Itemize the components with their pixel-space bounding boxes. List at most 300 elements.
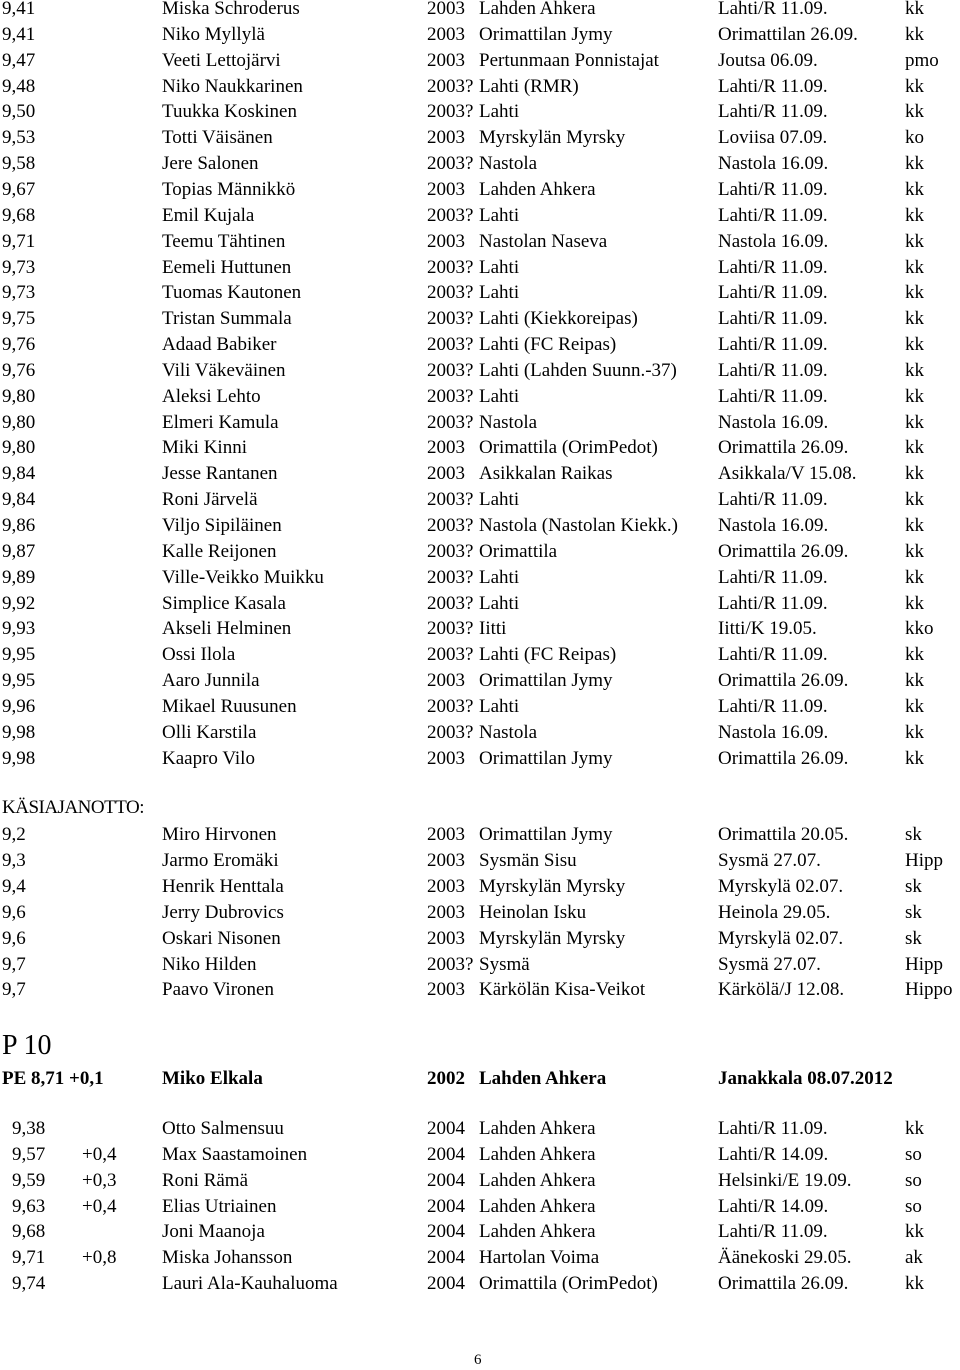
birth-year: 2003?: [427, 540, 474, 562]
birth-year: 2003: [427, 824, 465, 845]
venue-date: Lahti/R 11.09.: [718, 695, 828, 717]
competition-code: kk: [905, 1221, 924, 1243]
birth-year: 2003?: [427, 515, 474, 536]
result-row: [0, 642, 960, 668]
venue-date: Äänekoski 29.05.: [718, 1247, 852, 1269]
venue-date: Orimattila 26.09.: [718, 1273, 849, 1295]
venue-date: Iitti/K 19.05.: [718, 618, 817, 640]
athlete-name: Kalle Reijonen: [162, 540, 277, 562]
competition-code: ak: [905, 1247, 923, 1269]
result-value: 9,59: [12, 1169, 46, 1191]
result-row: [0, 1116, 960, 1142]
athlete-name: Jarmo Eromäki: [162, 849, 279, 871]
result-value: 9,48: [2, 75, 36, 97]
result-row: [0, 591, 960, 617]
birth-year: 2004: [427, 1118, 465, 1139]
venue-date: Lahti/R 11.09.: [718, 566, 828, 588]
birth-year: 2003?: [427, 695, 474, 717]
club-name: Nastola: [479, 721, 538, 743]
venue-date: Lahti/R 11.09.: [718, 0, 828, 19]
club-name: Orimattila (OrimPedot): [479, 1273, 658, 1295]
result-row: [0, 177, 960, 203]
result-row: [0, 358, 960, 384]
club-name: Lahti: [479, 282, 520, 304]
club-name: Lahti: [479, 566, 520, 588]
competition-code: Hippo: [905, 979, 953, 1001]
result-value: 9,96: [2, 695, 36, 717]
venue-date: Loviisa 07.09.: [718, 127, 828, 149]
birth-year: 2003?: [427, 153, 474, 175]
result-row: [0, 977, 960, 1003]
birth-year: 2003?: [427, 618, 474, 640]
club-name: Lahden Ahkera: [479, 178, 596, 200]
competition-code: kk: [905, 566, 924, 588]
athlete-name: Henrik Henttala: [162, 875, 284, 897]
club-name: Orimattila: [479, 540, 558, 562]
athlete-name: Vili Väkeväinen: [162, 359, 286, 381]
record-club: Lahden Ahkera: [479, 1068, 607, 1089]
venue-date: Orimattilan 26.09.: [718, 23, 858, 45]
club-name: Heinolan Isku: [479, 901, 587, 923]
club-name: Lahti (Kiekkoreipas): [479, 308, 638, 330]
venue-date: Nastola 16.09.: [718, 721, 829, 743]
athlete-name: Joni Maanoja: [162, 1221, 265, 1243]
venue-date: Lahti/R 11.09.: [718, 359, 828, 381]
birth-year: 2003: [427, 875, 465, 897]
birth-year: 2004: [427, 1195, 465, 1217]
venue-date: Lahti/R 14.09.: [718, 1143, 829, 1165]
result-value: 9,7: [2, 979, 26, 1001]
result-value: 9,7: [2, 953, 26, 975]
club-name: Lahti (FC Reipas): [479, 644, 617, 666]
venue-date: Nastola 16.09.: [718, 515, 829, 536]
club-name: Lahti: [479, 385, 520, 407]
birth-year: 2003: [427, 127, 465, 149]
birth-year: 2003: [427, 49, 465, 71]
competition-code: kk: [905, 256, 924, 278]
result-row: [0, 280, 960, 306]
p10-section-title: P 10: [2, 1030, 52, 1061]
competition-code: kk: [905, 1273, 924, 1295]
venue-date: Lahti/R 11.09.: [718, 334, 828, 356]
athlete-name: Tuomas Kautonen: [162, 282, 302, 304]
club-name: Nastola: [479, 411, 538, 433]
athlete-name: Jere Salonen: [162, 153, 259, 175]
result-row: [0, 1194, 960, 1220]
competition-code: kk: [905, 282, 924, 304]
result-value: 9,6: [2, 927, 26, 949]
result-row: [0, 539, 960, 565]
result-value: 9,80: [2, 385, 36, 407]
birth-year: 2003: [427, 849, 465, 871]
club-name: Orimattilan Jymy: [479, 670, 613, 692]
birth-year: 2003?: [427, 721, 474, 743]
athlete-name: Oskari Nisonen: [162, 927, 281, 949]
venue-date: Orimattila 26.09.: [718, 540, 849, 562]
venue-date: Lahti/R 11.09.: [718, 75, 828, 97]
club-name: Sysmän Sisu: [479, 849, 577, 871]
competition-code: kk: [905, 1118, 924, 1139]
athlete-name: Adaad Babiker: [162, 334, 277, 356]
birth-year: 2003: [427, 230, 465, 252]
result-value: 9,38: [12, 1118, 46, 1139]
athlete-name: Topias Männikkö: [162, 178, 296, 200]
club-name: Nastola: [479, 153, 538, 175]
competition-code: kk: [905, 747, 924, 769]
club-name: Myrskylän Myrsky: [479, 927, 626, 949]
result-row: [0, 1168, 960, 1194]
birth-year: 2003: [427, 178, 465, 200]
birth-year: 2003?: [427, 953, 474, 975]
competition-code: kk: [905, 411, 924, 433]
venue-date: Lahti/R 11.09.: [718, 385, 828, 407]
result-value: 9,58: [2, 153, 36, 175]
competition-code: kk: [905, 308, 924, 330]
venue-date: Lahti/R 11.09.: [718, 592, 828, 614]
club-name: Nastola (Nastolan Kiekk.): [479, 515, 678, 536]
birth-year: 2003: [427, 670, 465, 692]
athlete-name: Akseli Helminen: [162, 618, 292, 640]
athlete-name: Veeti Lettojärvi: [162, 49, 281, 71]
venue-date: Lahti/R 11.09.: [718, 204, 828, 226]
club-name: Hartolan Voima: [479, 1247, 600, 1269]
result-value: 9,92: [2, 592, 36, 614]
result-value: 9,71: [2, 230, 36, 252]
birth-year: 2004: [427, 1221, 465, 1243]
competition-code: kk: [905, 23, 924, 45]
competition-code: kk: [905, 515, 924, 536]
club-name: Lahti: [479, 489, 520, 511]
result-row: [0, 746, 960, 772]
result-value: 9,4: [2, 875, 26, 897]
competition-code: so: [905, 1143, 922, 1165]
venue-date: Heinola 29.05.: [718, 901, 831, 923]
venue-date: Nastola 16.09.: [718, 230, 829, 252]
birth-year: 2003?: [427, 256, 474, 278]
birth-year: 2003?: [427, 644, 474, 666]
athlete-name: Viljo Sipiläinen: [162, 515, 282, 536]
club-name: Lahti: [479, 256, 520, 278]
birth-year: 2003?: [427, 334, 474, 356]
athlete-name: Miska Johansson: [162, 1247, 293, 1269]
club-name: Orimattila (OrimPedot): [479, 437, 658, 459]
result-value: 9,75: [2, 308, 36, 330]
result-row: [0, 1245, 960, 1271]
venue-date: Lahti/R 11.09.: [718, 101, 828, 123]
result-value: 9,57: [12, 1143, 46, 1165]
competition-code: Hipp: [905, 849, 943, 871]
competition-code: so: [905, 1195, 922, 1217]
athlete-name: Niko Hilden: [162, 953, 257, 975]
result-row: [0, 487, 960, 513]
venue-date: Lahti/R 14.09.: [718, 1195, 829, 1217]
athlete-name: Eemeli Huttunen: [162, 256, 292, 278]
athlete-name: Kaapro Vilo: [162, 747, 255, 769]
competition-code: kk: [905, 644, 924, 666]
result-row: [0, 694, 960, 720]
result-row: [0, 848, 960, 874]
venue-date: Myrskylä 02.07.: [718, 927, 844, 949]
venue-date: Lahti/R 11.09.: [718, 308, 828, 330]
competition-code: kk: [905, 204, 924, 226]
venue-date: Lahti/R 11.09.: [718, 256, 828, 278]
competition-code: kk: [905, 230, 924, 252]
result-row: [0, 410, 960, 436]
result-row: [0, 125, 960, 151]
birth-year: 2003: [427, 979, 465, 1001]
club-name: Lahti: [479, 204, 520, 226]
birth-year: 2003: [427, 747, 465, 769]
club-name: Lahden Ahkera: [479, 1221, 596, 1243]
athlete-name: Miro Hirvonen: [162, 824, 277, 845]
competition-code: kk: [905, 101, 924, 123]
venue-date: Sysmä 27.07.: [718, 849, 821, 871]
result-value: 9,68: [2, 204, 36, 226]
competition-code: pmo: [905, 49, 939, 71]
result-value: 9,84: [2, 463, 36, 485]
result-row: [0, 926, 960, 952]
result-value: 9,68: [12, 1221, 46, 1243]
birth-year: 2003?: [427, 592, 474, 614]
competition-code: sk: [905, 901, 922, 923]
result-row: [0, 720, 960, 746]
birth-year: 2003?: [427, 204, 474, 226]
athlete-name: Mikael Ruusunen: [162, 695, 297, 717]
athlete-name: Ville-Veikko Muikku: [162, 566, 324, 588]
result-value: 9,89: [2, 566, 36, 588]
venue-date: Nastola 16.09.: [718, 411, 829, 433]
venue-date: Nastola 16.09.: [718, 153, 829, 175]
club-name: Pertunmaan Ponnistajat: [479, 49, 659, 71]
athlete-name: Elmeri Kamula: [162, 411, 279, 433]
result-value: 9,3: [2, 849, 26, 871]
birth-year: 2003: [427, 927, 465, 949]
result-value: 9,98: [2, 747, 36, 769]
athlete-name: Roni Rämä: [162, 1169, 249, 1191]
competition-code: kk: [905, 489, 924, 511]
club-name: Iitti: [479, 618, 507, 640]
competition-code: kk: [905, 359, 924, 381]
result-row: [0, 203, 960, 229]
competition-code: kk: [905, 153, 924, 175]
result-value: 9,63: [12, 1195, 46, 1217]
birth-year: 2003?: [427, 75, 474, 97]
result-row: [0, 332, 960, 358]
result-value: 9,73: [2, 282, 36, 304]
result-value: 9,87: [2, 540, 36, 562]
competition-code: sk: [905, 875, 922, 897]
club-name: Lahti: [479, 101, 520, 123]
athlete-name: Aaro Junnila: [162, 670, 260, 692]
birth-year: 2004: [427, 1169, 465, 1191]
result-row: [0, 565, 960, 591]
wind-value: +0,4: [82, 1143, 117, 1165]
club-name: Lahti: [479, 695, 520, 717]
result-row: [0, 900, 960, 926]
result-value: 9,74: [12, 1273, 46, 1295]
venue-date: Helsinki/E 19.09.: [718, 1169, 852, 1191]
wind-value: +0,3: [82, 1169, 117, 1191]
result-value: 9,73: [2, 256, 36, 278]
result-value: 9,6: [2, 901, 26, 923]
competition-code: sk: [905, 927, 922, 949]
result-value: 9,53: [2, 127, 36, 149]
result-value: 9,76: [2, 359, 36, 381]
page-number: 6: [474, 1352, 482, 1368]
athlete-name: Tristan Summala: [162, 308, 292, 330]
result-value: 9,93: [2, 618, 36, 640]
athlete-name: Miki Kinni: [162, 437, 247, 459]
result-row: [0, 255, 960, 281]
venue-date: Lahti/R 11.09.: [718, 282, 828, 304]
club-name: Lahti (FC Reipas): [479, 334, 617, 356]
result-value: 9,2: [2, 824, 26, 845]
club-name: Orimattilan Jymy: [479, 747, 613, 769]
result-value: 9,80: [2, 411, 36, 433]
competition-code: ko: [905, 127, 924, 149]
athlete-name: Ossi Ilola: [162, 644, 236, 666]
result-row: [0, 48, 960, 74]
hand-timing-heading: KÄSIAJANOTTO:: [2, 797, 144, 818]
birth-year: 2003?: [427, 566, 474, 588]
record-name: Miko Elkala: [162, 1068, 263, 1089]
birth-year: 2003: [427, 901, 465, 923]
result-value: 9,47: [2, 49, 36, 71]
venue-date: Orimattila 26.09.: [718, 670, 849, 692]
competition-code: so: [905, 1169, 922, 1191]
venue-date: Lahti/R 11.09.: [718, 1118, 828, 1139]
athlete-name: Tuukka Koskinen: [162, 101, 297, 123]
competition-code: kk: [905, 721, 924, 743]
competition-code: Hipp: [905, 953, 943, 975]
venue-date: Orimattila 26.09.: [718, 437, 849, 459]
result-row: [0, 151, 960, 177]
venue-date: Joutsa 06.09.: [718, 49, 818, 71]
result-value: 9,41: [2, 23, 36, 45]
result-row: [0, 74, 960, 100]
competition-code: kk: [905, 178, 924, 200]
birth-year: 2003?: [427, 385, 474, 407]
result-row: [0, 1271, 960, 1297]
competition-code: kk: [905, 463, 924, 485]
athlete-name: Miska Schroderus: [162, 0, 300, 19]
athlete-name: Roni Järvelä: [162, 489, 258, 511]
athlete-name: Niko Naukkarinen: [162, 75, 303, 97]
birth-year: 2003: [427, 437, 465, 459]
club-name: Lahti: [479, 592, 520, 614]
result-row: [0, 22, 960, 48]
result-row: [0, 513, 960, 539]
result-row: [0, 461, 960, 487]
result-row: [0, 99, 960, 125]
athlete-name: Max Saastamoinen: [162, 1143, 308, 1165]
club-name: Lahden Ahkera: [479, 1169, 596, 1191]
club-name: Myrskylän Myrsky: [479, 127, 626, 149]
birth-year: 2003: [427, 23, 465, 45]
result-row: [0, 306, 960, 332]
result-value: 9,50: [2, 101, 36, 123]
result-value: 9,76: [2, 334, 36, 356]
athlete-name: Elias Utriainen: [162, 1195, 277, 1217]
club-name: Asikkalan Raikas: [479, 463, 613, 485]
result-value: 9,80: [2, 437, 36, 459]
venue-date: Lahti/R 11.09.: [718, 489, 828, 511]
venue-date: Orimattila 20.05.: [718, 824, 849, 845]
club-name: Lahden Ahkera: [479, 1118, 596, 1139]
result-row: [0, 952, 960, 978]
club-name: Lahden Ahkera: [479, 1195, 596, 1217]
competition-code: kk: [905, 0, 924, 19]
athlete-name: Niko Myllylä: [162, 23, 265, 45]
result-row: [0, 1219, 960, 1245]
club-name: Kärkölän Kisa-Veikot: [479, 979, 646, 1001]
competition-code: kk: [905, 75, 924, 97]
club-name: Nastolan Naseva: [479, 230, 608, 252]
p10-record-row: [0, 1066, 960, 1092]
result-row: [0, 616, 960, 642]
result-value: 9,95: [2, 644, 36, 666]
club-name: Lahti (RMR): [479, 75, 579, 97]
result-value: 9,98: [2, 721, 36, 743]
venue-date: Sysmä 27.07.: [718, 953, 821, 975]
athlete-name: Simplice Kasala: [162, 592, 286, 614]
athlete-name: Jerry Dubrovics: [162, 901, 284, 923]
venue-date: Myrskylä 02.07.: [718, 875, 844, 897]
competition-code: kk: [905, 334, 924, 356]
athlete-name: Paavo Vironen: [162, 979, 274, 1001]
athlete-name: Totti Väisänen: [162, 127, 273, 149]
birth-year: 2003?: [427, 282, 474, 304]
wind-value: +0,4: [82, 1195, 117, 1217]
competition-code: sk: [905, 824, 922, 845]
birth-year: 2003?: [427, 308, 474, 330]
birth-year: 2003: [427, 463, 465, 485]
result-row: [0, 668, 960, 694]
birth-year: 2003?: [427, 359, 474, 381]
wind-value: +0,8: [82, 1247, 117, 1269]
competition-code: kk: [905, 695, 924, 717]
athlete-name: Otto Salmensuu: [162, 1118, 284, 1139]
competition-code: kko: [905, 618, 934, 640]
venue-date: Lahti/R 11.09.: [718, 178, 828, 200]
club-name: Lahden Ahkera: [479, 0, 596, 19]
birth-year: 2003?: [427, 489, 474, 511]
birth-year: 2004: [427, 1273, 465, 1295]
record-label: PE 8,71 +0,1: [2, 1068, 104, 1089]
athlete-name: Teemu Tähtinen: [162, 230, 286, 252]
result-value: 9,95: [2, 670, 36, 692]
result-value: 9,41: [2, 0, 36, 19]
athlete-name: Aleksi Lehto: [162, 385, 261, 407]
result-value: 9,86: [2, 515, 36, 536]
club-name: Myrskylän Myrsky: [479, 875, 626, 897]
birth-year: 2004: [427, 1143, 465, 1165]
result-value: 9,84: [2, 489, 36, 511]
club-name: Lahden Ahkera: [479, 1143, 596, 1165]
result-row: [0, 229, 960, 255]
result-value: 9,67: [2, 178, 36, 200]
record-place: Janakkala 08.07.2012: [718, 1068, 893, 1089]
record-year: 2002: [427, 1068, 465, 1089]
competition-code: kk: [905, 670, 924, 692]
birth-year: 2003?: [427, 411, 474, 433]
result-row: [0, 874, 960, 900]
birth-year: 2003: [427, 0, 465, 19]
competition-code: kk: [905, 437, 924, 459]
venue-date: Lahti/R 11.09.: [718, 1221, 828, 1243]
result-row: [0, 0, 960, 22]
venue-date: Kärkölä/J 12.08.: [718, 979, 845, 1001]
